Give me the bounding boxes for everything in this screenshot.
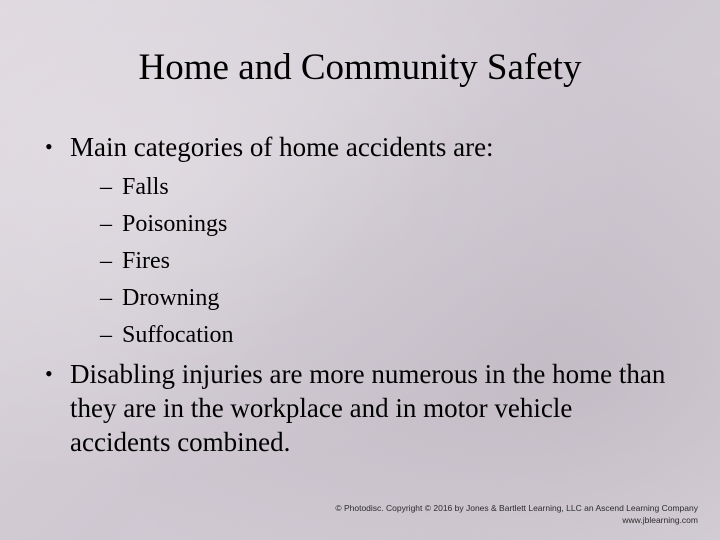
dash-icon: –	[100, 285, 112, 311]
bullet-text: Main categories of home accidents are:	[70, 132, 494, 162]
bullet-icon: •	[45, 361, 53, 386]
dash-icon: –	[100, 248, 112, 274]
sub-item-label: Drowning	[122, 285, 220, 311]
publisher-website: www.jblearning.com	[622, 515, 698, 525]
sub-item	[100, 209, 227, 239]
copyright-text: © Photodisc. Copyright © 2016 by Jones & Bartlett Learning, LLC an Ascend Learning Company	[335, 503, 698, 513]
sub-item-label: Falls	[122, 174, 169, 200]
sub-item-label: Suffocation	[122, 322, 234, 348]
dash-icon: –	[100, 174, 112, 200]
dash-icon: –	[100, 211, 112, 237]
sub-item-label: Poisonings	[122, 211, 228, 237]
slide-title: Home and Community Safety	[138, 47, 582, 88]
bullet-text: Disabling injuries are more numerous in the home than they are in the workplace and in motor vehicle accidents combined.	[70, 359, 666, 457]
copyright-footer	[335, 502, 698, 526]
sub-item	[100, 246, 170, 276]
bullet-item	[45, 130, 688, 164]
dash-icon: –	[100, 322, 112, 348]
bullet-item	[45, 357, 668, 459]
sub-item	[100, 283, 219, 313]
sub-item	[100, 172, 169, 202]
sub-item	[100, 320, 234, 350]
sub-item-label: Fires	[122, 248, 170, 274]
bullet-icon: •	[45, 134, 53, 159]
